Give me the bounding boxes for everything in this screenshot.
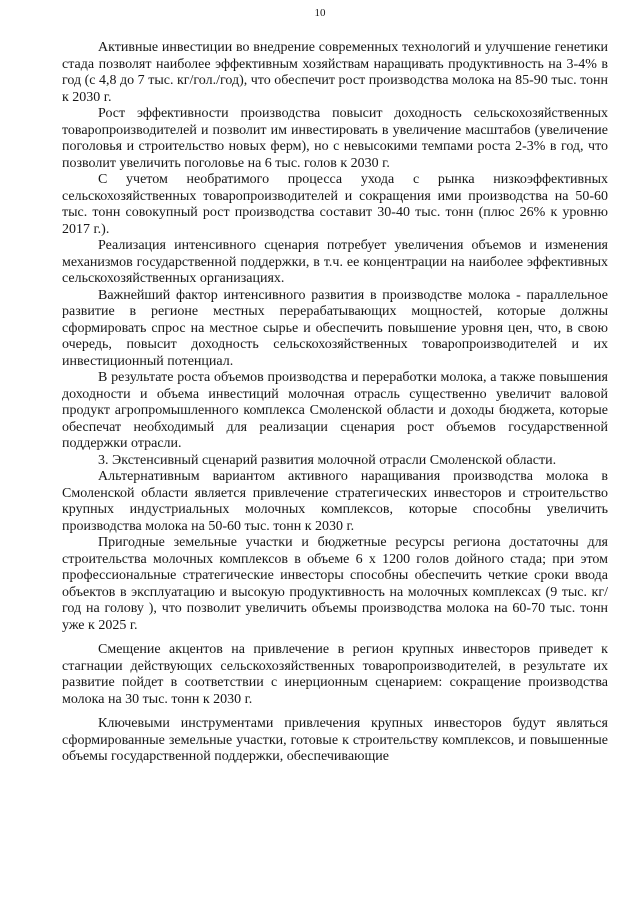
paragraph-efficiency-growth: Рост эффективности производства повысит доходность сельскохозяйственных товаропроизводителей и позволит им инвестировать в увеличение масштабов (увеличение поголовья и строительство новых ферм), но с невысокими темпами роста 2-3% в год, что позволит увеличить поголовье на 6 тыс. голов к 2030 г. xyxy=(62,106,608,171)
paragraph-land-and-budget: Пригодные земельные участки и бюджетные ресурсы региона достаточны для строительства молочных комплексов в объеме 6 х 1200 голов дойного стада; при этом профессиональные стратегические инвесторы способны обеспечить четкие сроки ввода объектов в эксплуатацию и высокую продуктивность на молочных комплексах (9 тыс. кг/год на голову ), что позволит увеличить объемы производства молока на 60-70 тыс. тонн уже к 2025 г. xyxy=(62,535,608,633)
paragraph-strategic-investors: Альтернативным вариантом активного наращивания производства молока в Смоленской области является привлечение стратегических инвесторов и строительство крупных индустриальных молочных комплексов, которые способны увеличить производства молока на 50-60 тыс. тонн к 2030 г. xyxy=(62,469,608,534)
paragraph-processing-capacity: Важнейший фактор интенсивного развития в производстве молока - параллельное развитие в регионе местных перерабатывающих мощностей, которые должны сформировать спрос на местное сырье и обеспечить повышение уровня цен, что, в свою очередь, повысит доходность сельскохозяйственных товаропроизводителей и их инвестиционный потенциал. xyxy=(62,287,608,369)
page-number: 10 xyxy=(314,7,326,19)
paragraph-gross-product: В результате роста объемов производства и переработки молока, а также повышения доходности и объема инвестиций молочная отрасль существенно увеличит валовой продукт агропромышленного комплекса Смоленской области и доходы бюджета, которые обеспечат необходимый для реализации сценария рост объемов государственной поддержки отрасли. xyxy=(62,370,608,451)
section-heading-extensive-scenario: 3. Экстенсивный сценарий развития молочной отрасли Смоленской области. xyxy=(98,452,557,468)
paragraph-market-exit: С учетом необратимого процесса ухода с рынка низкоэффективных сельскохозяйственных товаропроизводителей и сокращения ими производства на 50-60 тыс. тонн совокупный рост производства составит 30-40 тыс. тонн (плюс 26% к уровню 2017 г.). xyxy=(62,172,608,237)
document-body xyxy=(62,40,608,766)
paragraph-state-support: Реализация интенсивного сценария потребует увеличения объемов и изменения механизмов государственной поддержки, в т.ч. ее концентрации на наиболее эффективных сельскохозяйственных организациях. xyxy=(62,238,608,286)
paragraph-stagnation: Смещение акцентов на привлечение в регион крупных инвесторов приведет к стагнации действующих сельскохозяйственных товаропроизводителей, в результате их развитие пойдет в соответствии с инерционным сценарием: сокращение производства молока на 30 тыс. тонн к 2030 г. xyxy=(62,642,608,707)
paragraph-intensive-investment: Активные инвестиции во внедрение современных технологий и улучшение генетики стада позволят наиболее эффективным хозяйствам наращивать продуктивность на 3-4% в год (с 4,8 до 7 тыс. кг/гол./год), что обеспечит рост производства молока на 85-90 тыс. тонн к 2030 г. xyxy=(62,40,608,105)
paragraph-key-instruments: Ключевыми инструментами привлечения крупных инвесторов будут являться сформированные земельные участки, готовые к строительству комплексов, и повышенные объемы государственной поддержки, обеспечивающие xyxy=(62,716,608,764)
